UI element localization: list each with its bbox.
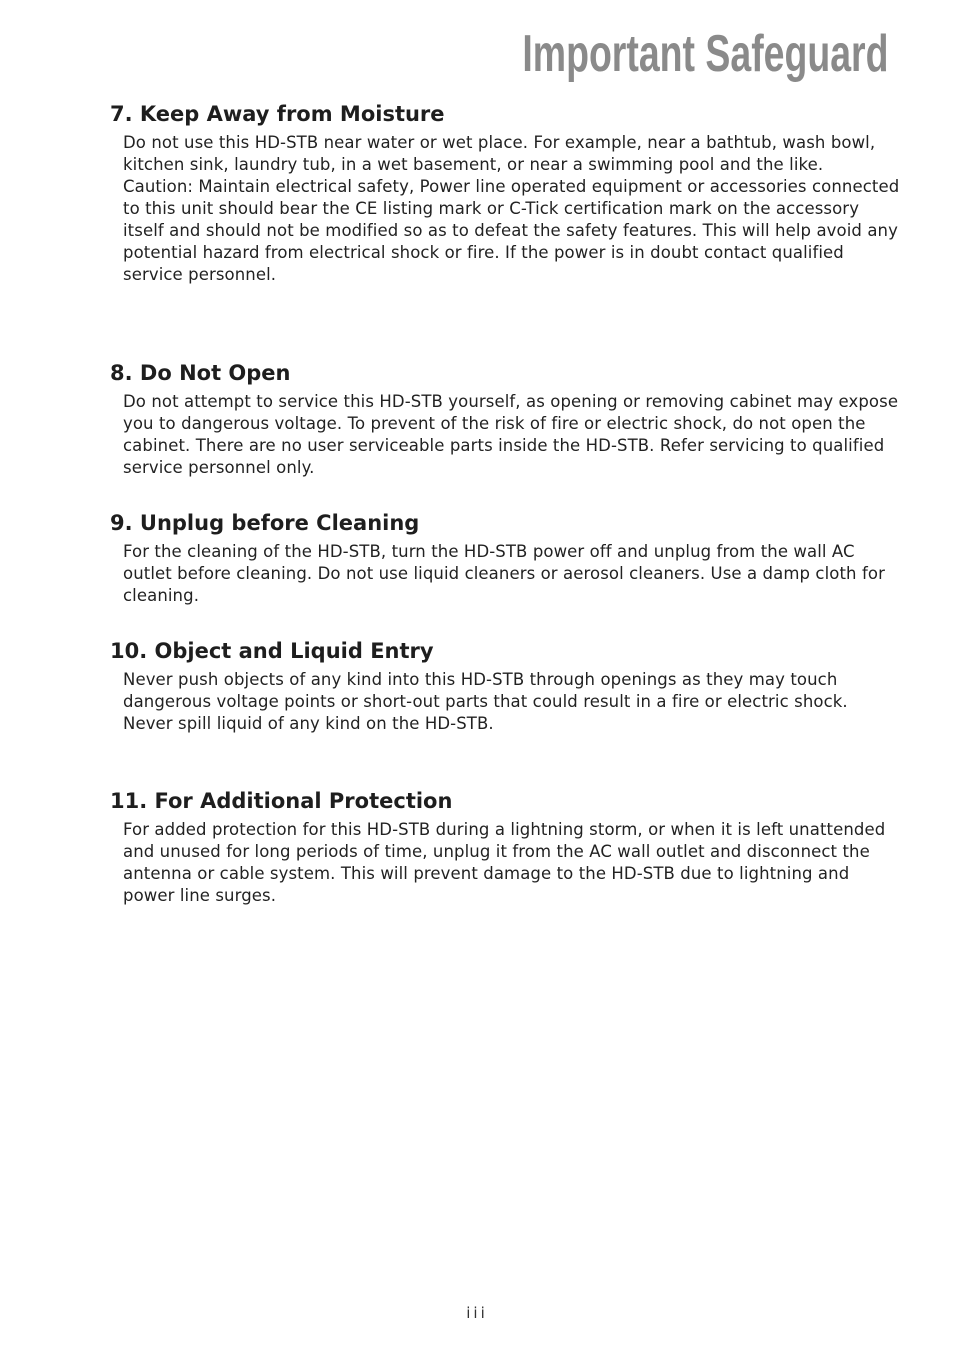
section-body xyxy=(123,391,900,479)
page-number: iii xyxy=(466,1304,488,1322)
section-paragraph: For added protection for this HD-STB during a lightning storm, or when it is left unattended and unused for long periods of time, unplug it from the AC wall outlet and disconnect the antenna or cable system. This will prevent damage to the HD-STB due to lightning and power line surges. xyxy=(123,820,886,905)
section-heading: 8. Do Not Open xyxy=(110,361,291,385)
section-heading: 9. Unplug before Cleaning xyxy=(110,511,420,535)
section-heading: 11. For Additional Protection xyxy=(110,789,453,813)
section-body xyxy=(123,669,900,735)
section-paragraph: Never spill liquid of any kind on the HD-STB. xyxy=(123,714,494,733)
section-heading: 7. Keep Away from Moisture xyxy=(110,102,445,126)
section-do-not-open xyxy=(110,359,900,479)
section-keep-away-from-moisture xyxy=(110,100,900,286)
section-body xyxy=(123,819,900,907)
section-body xyxy=(123,541,900,607)
section-object-and-liquid-entry xyxy=(110,637,900,735)
section-body xyxy=(123,132,900,286)
section-for-additional-protection xyxy=(110,787,900,907)
section-heading: 10. Object and Liquid Entry xyxy=(110,639,434,663)
section-paragraph: Never push objects of any kind into this HD-STB through openings as they may touch dangerous voltage points or short-out parts that could result in a fire or electric shock. xyxy=(123,670,848,711)
section-paragraph: Do not attempt to service this HD-STB yourself, as opening or removing cabinet may expose you to dangerous voltage. To prevent of the risk of fire or electric shock, do not open the cabinet. There are no user serviceable parts inside the HD-STB. Refer servicing to qualified service personnel only. xyxy=(123,392,899,477)
section-unplug-before-cleaning xyxy=(110,509,900,607)
section-paragraph: Do not use this HD-STB near water or wet place. For example, near a bathtub, wash bowl, kitchen sink, laundry tub, in a wet basement, or near a swimming pool and the like. xyxy=(123,133,876,174)
page-title: Important Safeguard xyxy=(521,25,888,83)
section-paragraph: For the cleaning of the HD-STB, turn the HD-STB power off and unplug from the wall AC outlet before cleaning. Do not use liquid cleaners or aerosol cleaners. Use a damp cloth for cleaning. xyxy=(123,542,885,605)
section-paragraph: Caution: Maintain electrical safety, Power line operated equipment or accessories connected to this unit should bear the CE listing mark or C-Tick certification mark on the accessory itself and should not be modified so as to defeat the safety features. This will help avoid any potential hazard from electrical shock or fire. If the power is in doubt contact qualified service personnel. xyxy=(123,177,900,284)
